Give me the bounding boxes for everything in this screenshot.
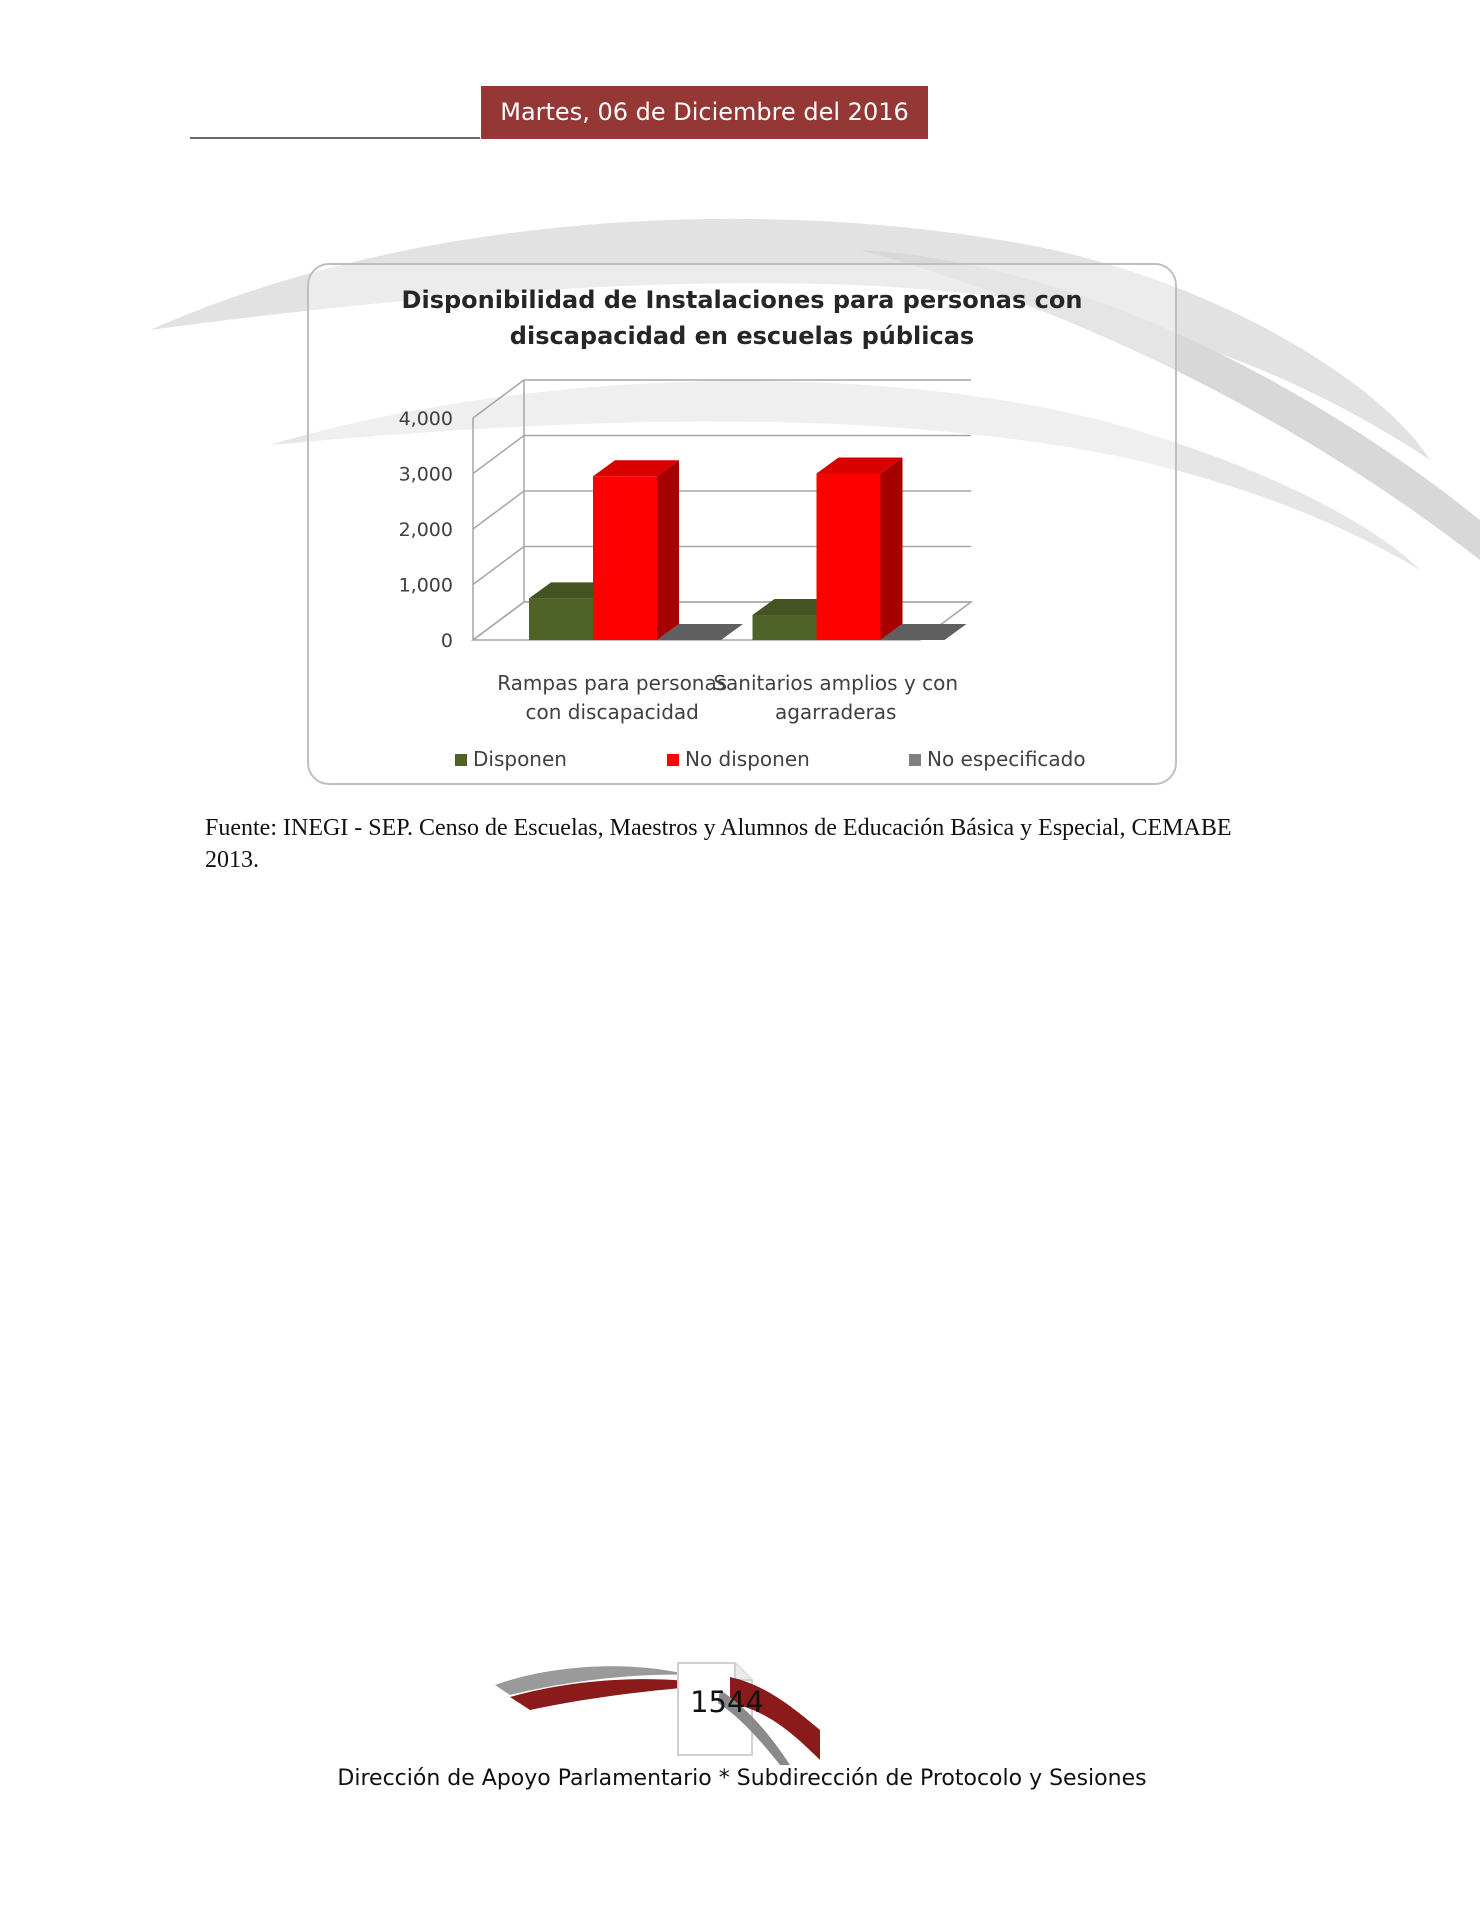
legend-swatch (455, 754, 467, 766)
y-tick-label: 2,000 (398, 519, 453, 541)
bar (753, 615, 817, 640)
chart-title-line: discapacidad en escuelas públicas (509, 322, 975, 350)
y-tick-label: 0 (440, 630, 453, 652)
gridline-side (473, 436, 524, 474)
header-date-tab (481, 86, 928, 139)
gridline-side (473, 380, 524, 418)
header-rule (190, 137, 480, 139)
page-number: 1544 (690, 1685, 764, 1719)
y-tick-label: 3,000 (398, 463, 453, 486)
gridline-side (473, 491, 524, 529)
legend-swatch (909, 754, 921, 766)
legend-swatch (667, 754, 679, 766)
header-date: Martes, 06 de Diciembre del 2016 (500, 98, 909, 126)
footer-logo (490, 1655, 830, 1765)
legend-label: No disponen (685, 747, 810, 771)
y-tick-label: 4,000 (398, 408, 453, 430)
bar-side (881, 458, 903, 641)
gridline-side (473, 547, 524, 585)
bar (529, 598, 593, 640)
chart-title-line: Disponibilidad de Instalaciones para personas con (401, 286, 1083, 314)
bar-side (657, 460, 679, 640)
footer-text: Dirección de Apoyo Parlamentario * Subdirección de Protocolo y Sesiones (337, 1766, 1147, 1791)
bar (593, 476, 657, 640)
y-tick-label: 1,000 (398, 574, 453, 597)
bar (817, 474, 881, 641)
source-note: Fuente: INEGI - SEP. Censo de Escuelas, Maestros y Alumnos de Educación Básica y Especial, CEMABE 2013. (205, 815, 1232, 873)
category-label: Sanitarios amplios y con (713, 671, 959, 695)
bar-chart (307, 263, 1177, 785)
legend-label: No especificado (927, 747, 1086, 771)
legend-label: Disponen (473, 747, 567, 771)
category-label: agarraderas (774, 700, 897, 724)
category-label: con discapacidad (525, 700, 699, 724)
category-label: Rampas para personas (497, 671, 728, 695)
